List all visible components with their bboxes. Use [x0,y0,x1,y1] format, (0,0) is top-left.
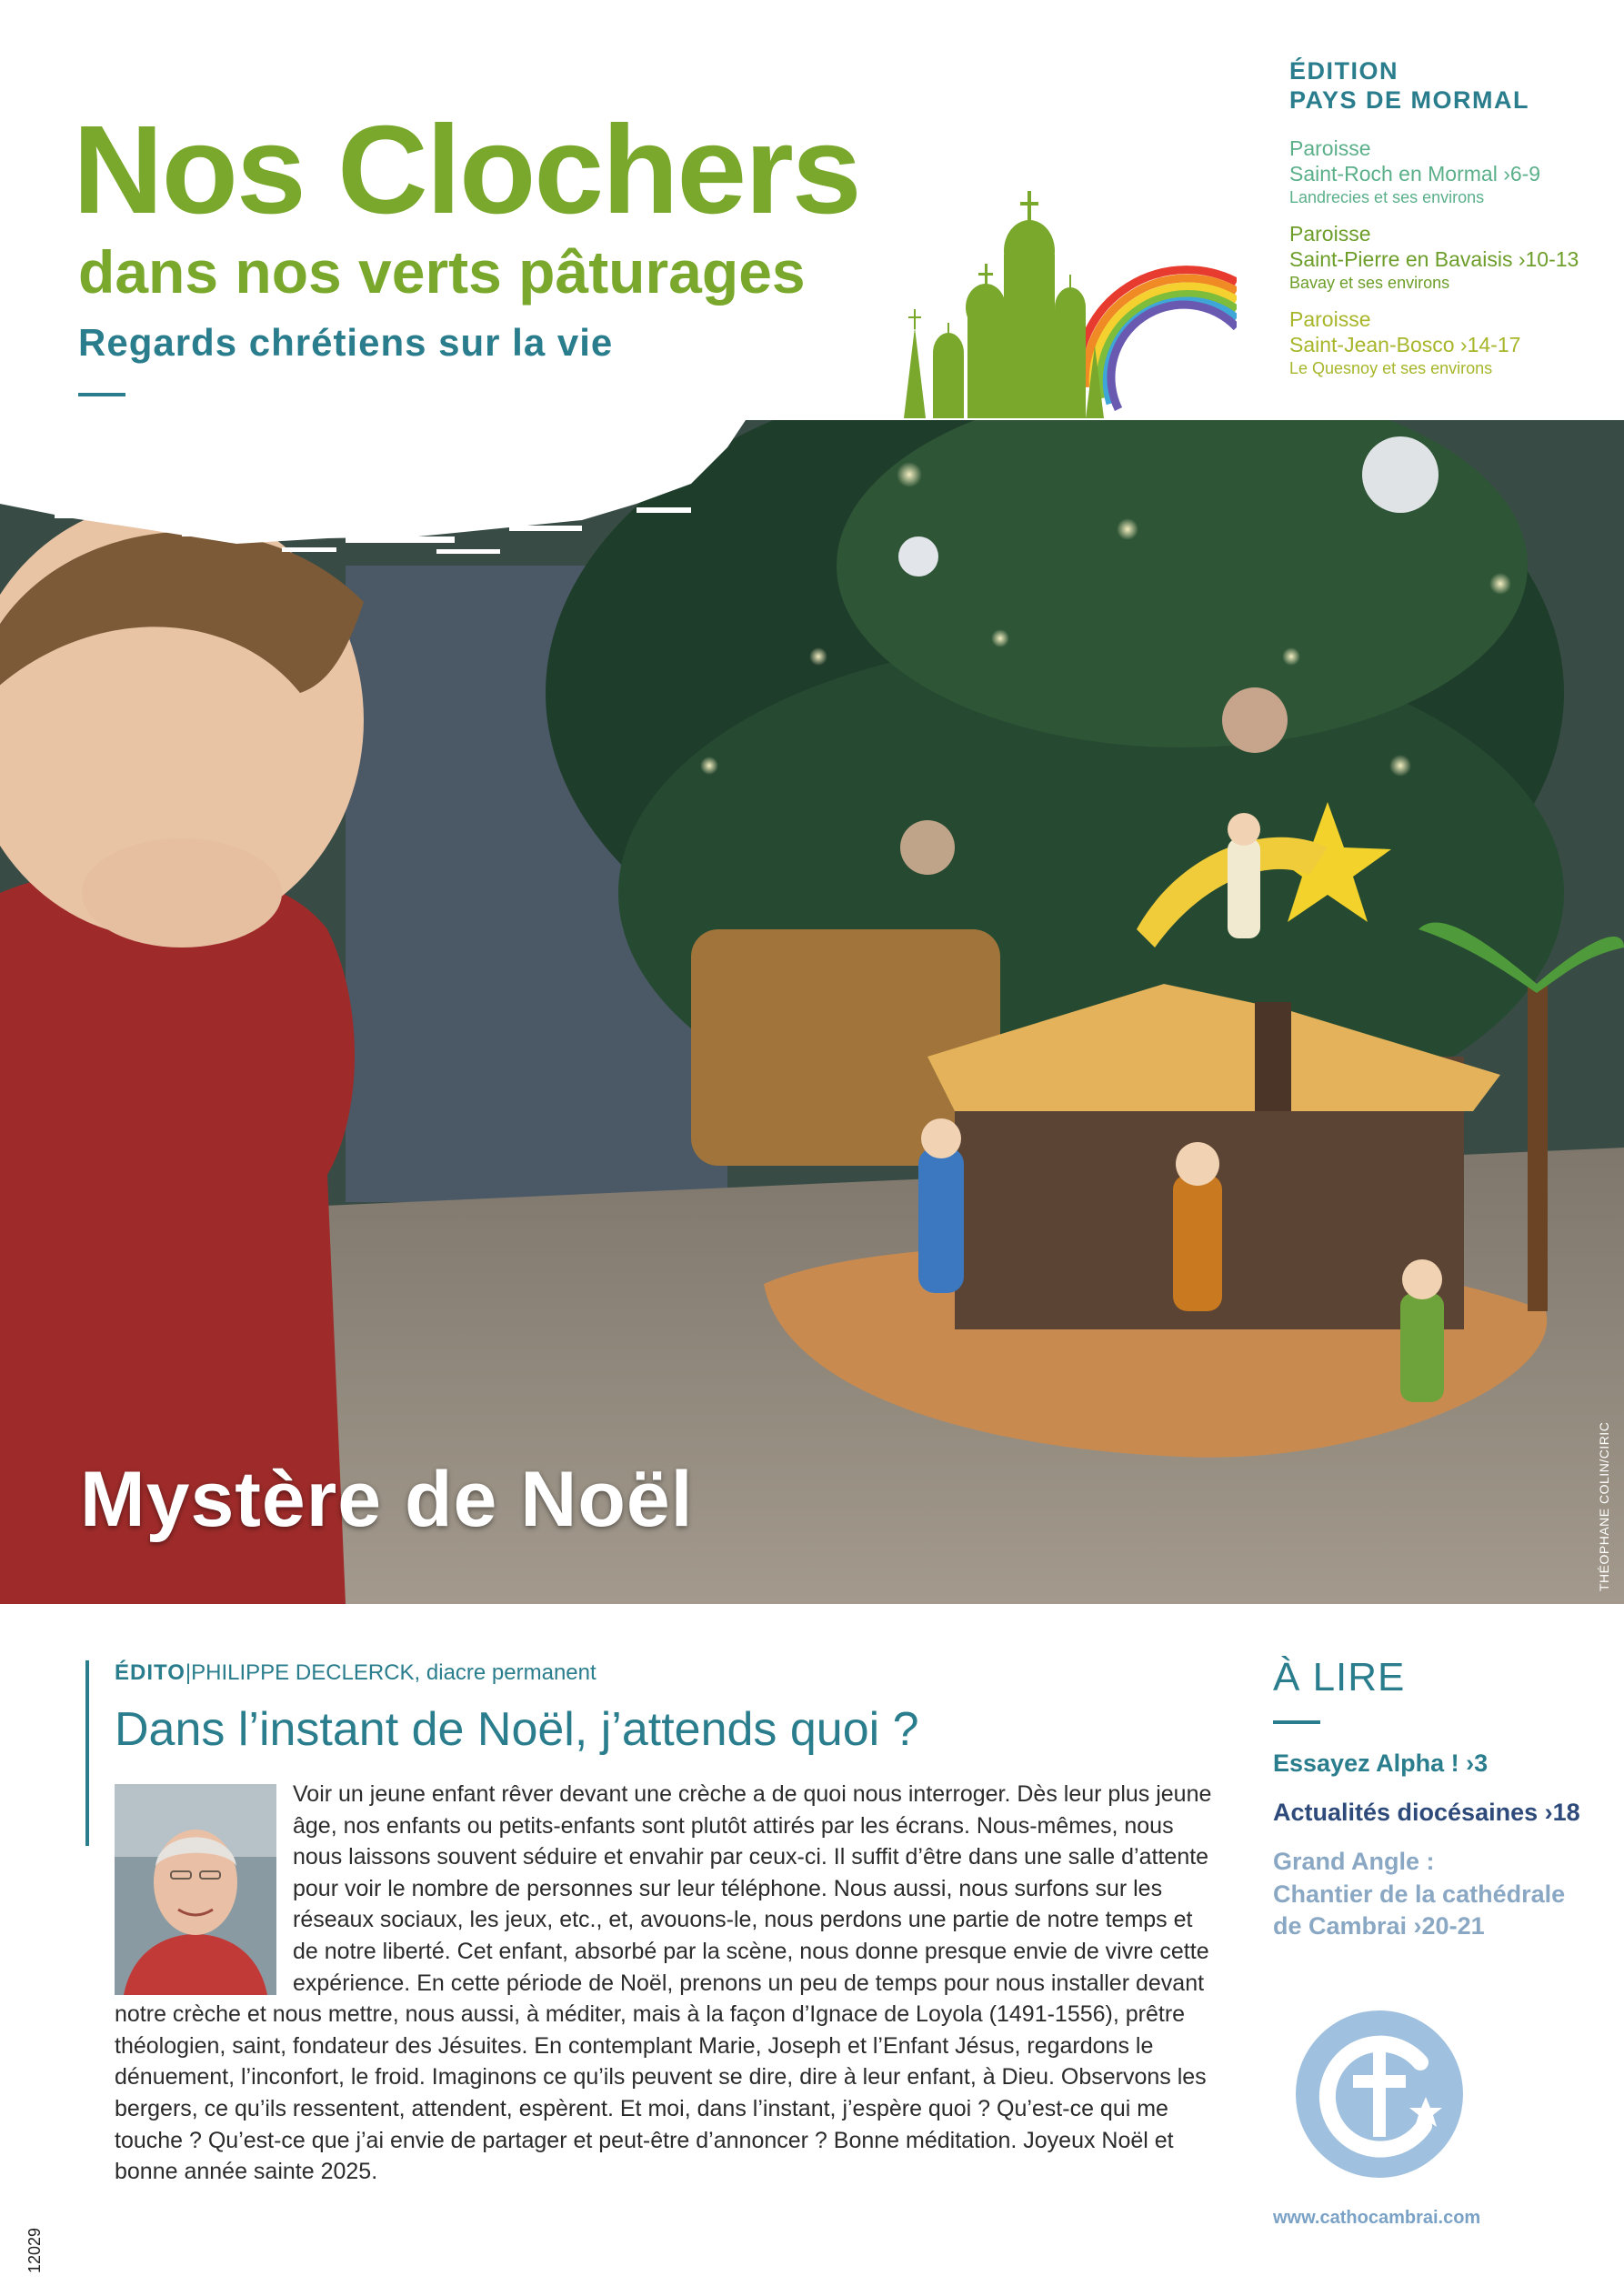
magazine-title: Nos Clochers [73,100,860,240]
tagline-divider [78,393,125,396]
edito-byline [115,1660,596,1686]
alire-link-line: Grand Angle : [1273,1848,1435,1875]
diocese-logo [1295,2010,1464,2179]
nativity-scene-illustration [0,420,1624,1604]
parish-label: Paroisse [1289,222,1371,246]
parish-entry[interactable] [1289,307,1520,379]
parish-description: Bavay et ses environs [1289,274,1450,293]
cover-photo-nativity [0,420,1624,1604]
alire-heading: À LIRE [1273,1655,1406,1699]
edition-code: 12029 [25,2227,44,2273]
parish-description: Landrecies et ses environs [1289,188,1485,207]
alire-link-line: Chantier de la cathédrale [1273,1880,1566,1908]
magazine-tagline: Regards chrétiens sur la vie [78,321,614,364]
parish-label: Paroisse [1289,307,1371,331]
website-link[interactable]: www.cathocambrai.com [1273,2208,1481,2228]
parish-name: Saint-Pierre en Bavaisis ›10-13 [1289,246,1579,271]
alire-link-actualites[interactable]: Actualités diocésaines ›18 [1273,1799,1580,1826]
parish-name: Saint-Jean-Bosco ›14-17 [1289,332,1521,356]
edito-title: Dans l’instant de Noël, j’attends quoi ? [115,1703,919,1756]
edition-label-line2: PAYS DE MORMAL [1289,86,1530,115]
brush-stroke-decoration [0,420,746,575]
portrait-float-spacer [115,1779,293,1995]
edition-label-line1: ÉDITION [1289,57,1399,85]
parish-label: Paroisse [1289,136,1371,160]
church-rainbow-logo [891,173,1237,418]
edito-accent-bar [85,1660,89,1846]
photo-credit: THÉOPHANE COLIN/CIRIC [1597,1421,1611,1591]
alire-link-line: de Cambrai ›20-21 [1273,1912,1485,1940]
edito-author: |PHILIPPE DECLERCK, diacre permanent [185,1660,596,1685]
cover-headline: Mystère de Noël [80,1456,694,1543]
parish-entry[interactable] [1289,136,1540,208]
alire-divider [1273,1720,1320,1724]
edito-body [115,1779,1224,2188]
magazine-subtitle: dans nos verts pâturages [78,238,806,306]
parish-name: Saint-Roch en Mormal ›6-9 [1289,161,1541,185]
alire-link-alpha[interactable]: Essayez Alpha ! ›3 [1273,1750,1489,1777]
edition-label [1289,56,1529,115]
parish-description: Le Quesnoy et ses environs [1289,359,1493,378]
alire-link-grand-angle[interactable] [1273,1846,1565,1943]
parish-entry[interactable] [1289,222,1579,294]
edito-paragraph: Voir un jeune enfant rêver devant une crèche a de quoi nous interroger. Dès leur plus jeune âge, nos enfants ou petits-enfants sont plutôt attirés par les écrans. Nous-mêmes, nous nous laissons souvent séduire et envahir par ceux-ci. Il suffit d’être dans une salle d’attente pour voir le nombre de personnes sur leur téléphone. Nous aussi, nous surfons sur les réseaux sociaux, les jeux, etc., et, avouons-le, nous perdons une partie de notre temps et de notre liberté. Cet enfant, absorbé par la scène, nous donne presque envie de vivre cette expérience. En cette période de Noël, prenons un peu de temps pour nous installer devant notre crèche et nous mettre, nous aussi, à méditer, mais à la façon d’Ignace de Loyola (1491-1556), prêtre théologien, saint, fondateur des Jésuites. En contemplant Marie, Joseph et l’Enfant Jésus, regardons le dénuement, l’inconfort, le froid. Imaginons ce qu’ils peuvent se dire, dire à leur enfant, à Dieu. Observons les bergers, ce qu’ils ressentent, attendent, espèrent. Et moi, dans l’instant, j’espère quoi ? Qu’est-ce qui me touche ? Qu’est-ce que j’ai envie de partager et peut-être d’annoncer ? Bonne méditation. Joyeux Noël et bonne année sainte 2025. [115,1781,1212,2185]
edito-kicker: ÉDITO [115,1660,185,1685]
